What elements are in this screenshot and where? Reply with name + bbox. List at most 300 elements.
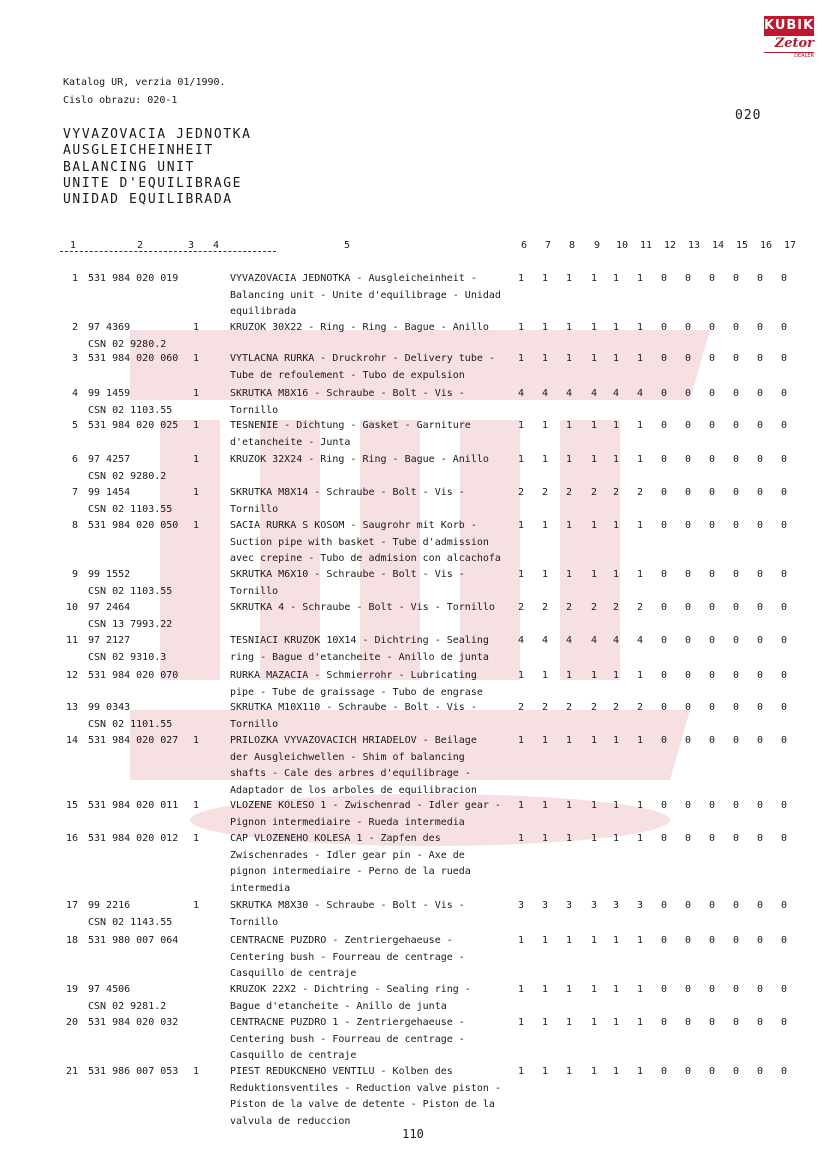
variant-qty-col-15: 0 [732,635,740,646]
variant-qty-col-14: 0 [708,520,716,531]
variant-qty-col-13: 0 [684,322,692,333]
item-number: 1 [71,273,78,284]
part-number-line: 97 4257 [88,454,131,465]
standard-number: CSN 02 9280.2 [88,338,167,350]
variant-qty-col-8: 1 [565,935,573,946]
variant-qty-col-8: 1 [565,520,573,531]
description-line: intermedia [230,882,291,894]
variant-qty-col-17: 0 [780,569,788,580]
variant-qty-col-13: 0 [684,454,692,465]
variant-qty-col-6: 1 [517,273,525,284]
description-line: SKRUTKA M10X110 - Schraube - Bolt - Vis - [230,702,477,713]
part-number [88,700,172,733]
variant-qty-col-15: 0 [732,735,740,746]
variant-qty-col-7: 4 [541,635,549,646]
part-number [88,452,166,485]
item-number: 20 [65,1017,78,1028]
variant-qty-col-9: 1 [590,735,598,746]
item-number: 16 [65,833,78,844]
variant-qty-col-15: 0 [732,900,740,911]
variant-qty-col-10: 1 [612,520,620,531]
part-description [230,898,512,931]
variant-qty-col-16: 0 [756,388,764,399]
variant-qty-col-8: 1 [565,322,573,333]
part-number [88,982,166,1015]
title-en: BALANCING UNIT [63,159,195,175]
variant-qty-col-17: 0 [780,833,788,844]
variant-qty-col-11: 1 [636,322,644,333]
variant-qty-col-13: 0 [684,353,692,364]
quantity: 1 [193,454,200,465]
item-number: 11 [65,635,78,646]
variant-qty-col-11: 1 [636,670,644,681]
variant-qty-col-12: 0 [660,735,668,746]
part-description [230,733,512,799]
variant-qty-col-14: 0 [708,454,716,465]
description-line: equilibrada [230,306,297,317]
part-number-line: 97 2127 [88,635,131,646]
part-description [230,600,512,617]
description-line: avec crepine - Tubo de admision con alcachofa [230,553,501,564]
variant-qty-col-8: 1 [565,273,573,284]
logo-sub: Zetor [774,36,814,51]
part-number-line: 531 984 020 060 [88,353,179,364]
description-line: Centering bush - Fourreau de centrage - [230,951,465,963]
part-number [88,320,166,353]
part-number-line: 531 986 007 053 [88,1066,179,1077]
title-sk: VYVAZOVACIA JEDNOTKA [63,127,252,142]
variant-qty-col-7: 1 [541,800,549,811]
part-number [88,633,166,666]
variant-qty-col-14: 0 [708,602,716,613]
part-number [88,351,178,368]
logo-tag: DEALER [764,52,814,59]
variant-qty-col-17: 0 [780,670,788,681]
variant-qty-col-6: 1 [517,322,525,333]
title-block [63,127,252,208]
variant-qty-col-15: 0 [732,420,740,431]
variant-qty-col-9: 1 [590,984,598,995]
variant-qty-col-14: 0 [708,1066,716,1077]
variant-qty-col-13: 0 [684,520,692,531]
variant-qty-col-6: 2 [517,487,525,498]
variant-qty-col-9: 1 [590,1017,598,1028]
variant-qty-col-6: 2 [517,602,525,613]
item-number: 5 [71,420,78,431]
quantity: 1 [193,520,200,531]
variant-qty-col-10: 1 [612,735,620,746]
description-line: der Ausgleichwellen - Shim of balancing [230,751,465,763]
variant-qty-col-9: 1 [590,520,598,531]
variant-qty-col-6: 4 [517,388,525,399]
variant-qty-col-10: 1 [612,935,620,946]
variant-qty-col-8: 4 [565,388,573,399]
description-line: SKRUTKA M6X10 - Schraube - Bolt - Vis - [230,569,465,580]
variant-qty-col-9: 1 [590,833,598,844]
part-number-line: 531 984 020 025 [88,420,179,431]
variant-qty-col-17: 0 [780,454,788,465]
variant-qty-col-11: 1 [636,833,644,844]
variant-qty-col-11: 1 [636,735,644,746]
variant-qty-col-11: 1 [636,569,644,580]
variant-qty-col-8: 1 [565,833,573,844]
variant-qty-col-6: 1 [517,1017,525,1028]
title-fr: UNITE D'EQUILIBRAGE [63,175,243,191]
variant-qty-col-8: 2 [565,702,573,713]
variant-qty-col-11: 2 [636,602,644,613]
variant-qty-col-7: 1 [541,670,549,681]
description-line: CENTRACNE PUZDRO 1 - Zentriergehaeuse - [230,1017,465,1028]
variant-qty-col-8: 2 [565,487,573,498]
variant-qty-col-15: 0 [732,702,740,713]
column-header-17: 17 [784,240,797,251]
variant-qty-col-17: 0 [780,1066,788,1077]
variant-qty-col-17: 0 [780,388,788,399]
part-description [230,831,512,897]
quantity: 1 [193,800,200,811]
variant-qty-col-13: 0 [684,420,692,431]
description-line: Piston de la valve de detente - Piston de la [230,1099,495,1110]
variant-qty-col-6: 1 [517,935,525,946]
description-line: SKRUTKA M8X16 - Schraube - Bolt - Vis - [230,388,465,399]
variant-qty-col-8: 1 [565,353,573,364]
variant-qty-col-14: 0 [708,322,716,333]
variant-qty-col-6: 1 [517,1066,525,1077]
variant-qty-col-8: 1 [565,735,573,746]
variant-qty-col-17: 0 [780,602,788,613]
description-line: KRUZOK 32X24 - Ring - Ring - Bague - Anillo [230,454,489,465]
description-line: KRUZOK 22X2 - Dichtring - Sealing ring - [230,984,471,995]
variant-qty-col-7: 2 [541,602,549,613]
part-number-line: 531 980 007 064 [88,935,179,946]
variant-qty-col-11: 4 [636,388,644,399]
column-header-12: 12 [664,240,677,251]
item-number: 3 [71,353,78,364]
description-line: TESNENIE - Dichtung - Gasket - Garniture [230,420,471,431]
quantity: 1 [193,388,200,399]
variant-qty-col-16: 0 [756,602,764,613]
variant-qty-col-15: 0 [732,935,740,946]
part-description [230,633,512,666]
part-description [230,1015,512,1065]
description-line: Zwischenrades - Idler gear pin - Axe de [230,849,465,861]
part-description [230,271,512,321]
variant-qty-col-16: 0 [756,487,764,498]
variant-qty-col-11: 1 [636,1066,644,1077]
variant-qty-col-7: 1 [541,833,549,844]
variant-qty-col-9: 1 [590,420,598,431]
description-line: Tornillo [230,585,279,597]
variant-qty-col-17: 0 [780,984,788,995]
variant-qty-col-7: 4 [541,388,549,399]
logo-brand: KUBIK [764,16,814,36]
variant-qty-col-9: 1 [590,800,598,811]
variant-qty-col-9: 4 [590,388,598,399]
variant-qty-col-14: 0 [708,984,716,995]
part-number-line: 531 984 020 070 [88,670,179,681]
variant-qty-col-14: 0 [708,487,716,498]
description-line: PIEST REDUKCNEHO VENTILU - Kolben des [230,1066,453,1077]
variant-qty-col-8: 1 [565,800,573,811]
part-description [230,351,512,384]
description-line: pignon intermediaire - Perno de la rueda [230,866,471,877]
description-line: Casquillo de centraje [230,968,357,979]
quantity: 1 [193,833,200,844]
variant-qty-col-10: 1 [612,569,620,580]
variant-qty-col-7: 1 [541,1066,549,1077]
standard-number: CSN 02 9280.2 [88,470,167,482]
variant-qty-col-17: 0 [780,1017,788,1028]
column-header-15: 15 [736,240,749,251]
part-number [88,668,178,685]
variant-qty-col-13: 0 [684,735,692,746]
variant-qty-col-6: 1 [517,800,525,811]
variant-qty-col-11: 2 [636,702,644,713]
column-header-10: 10 [616,240,629,251]
variant-qty-col-13: 0 [684,273,692,284]
variant-qty-col-8: 1 [565,1017,573,1028]
variant-qty-col-9: 4 [590,635,598,646]
dealer-logo [764,16,814,60]
variant-qty-col-10: 3 [612,900,620,911]
variant-qty-col-6: 2 [517,702,525,713]
variant-qty-col-9: 1 [590,670,598,681]
part-number-line: 531 984 020 032 [88,1017,179,1028]
description-line: PRILOZKA VYVAZOVACICH HRIADELOV - Beilage [230,735,477,746]
variant-qty-col-10: 1 [612,353,620,364]
part-number-line: 531 984 020 050 [88,520,179,531]
variant-qty-col-17: 0 [780,635,788,646]
variant-qty-col-8: 1 [565,569,573,580]
variant-qty-col-7: 1 [541,569,549,580]
variant-qty-col-13: 0 [684,800,692,811]
variant-qty-col-7: 1 [541,935,549,946]
variant-qty-col-14: 0 [708,1017,716,1028]
variant-qty-col-10: 4 [612,388,620,399]
variant-qty-col-10: 1 [612,833,620,844]
page-number: 110 [402,1127,424,1141]
variant-qty-col-12: 0 [660,670,668,681]
variant-qty-col-9: 2 [590,602,598,613]
variant-qty-col-12: 0 [660,635,668,646]
variant-qty-col-6: 1 [517,833,525,844]
column-header-13: 13 [688,240,701,251]
item-number: 21 [65,1066,78,1077]
variant-qty-col-12: 0 [660,487,668,498]
description-line: d'etancheite - Junta [230,436,351,448]
description-line: Tornillo [230,404,279,416]
variant-qty-col-6: 1 [517,735,525,746]
part-number [88,1064,178,1081]
description-line: ring - Bague d'etancheite - Anillo de junta [230,651,489,663]
item-number: 19 [65,984,78,995]
variant-qty-col-14: 0 [708,569,716,580]
description-line: Pignon intermediaire - Rueda intermedia [230,816,465,828]
variant-qty-col-13: 0 [684,1017,692,1028]
variant-qty-col-12: 0 [660,702,668,713]
variant-qty-col-11: 1 [636,273,644,284]
variant-qty-col-14: 0 [708,900,716,911]
variant-qty-col-13: 0 [684,984,692,995]
description-line: Bague d'etancheite - Anillo de junta [230,1000,447,1012]
variant-qty-col-11: 1 [636,800,644,811]
variant-qty-col-8: 1 [565,1066,573,1077]
column-header-7: 7 [545,240,552,251]
variant-qty-col-11: 1 [636,984,644,995]
standard-number: CSN 02 1101.55 [88,718,173,730]
variant-qty-col-12: 0 [660,833,668,844]
variant-qty-col-16: 0 [756,1017,764,1028]
variant-qty-col-16: 0 [756,273,764,284]
part-number-line: 99 1454 [88,487,131,498]
column-header-3: 3 [188,240,195,251]
variant-qty-col-7: 3 [541,900,549,911]
part-description [230,518,512,568]
column-header-8: 8 [569,240,576,251]
variant-qty-col-6: 1 [517,520,525,531]
variant-qty-col-8: 1 [565,984,573,995]
variant-qty-col-12: 0 [660,800,668,811]
column-header-1: 1 [70,240,77,251]
variant-qty-col-16: 0 [756,935,764,946]
variant-qty-col-9: 1 [590,569,598,580]
variant-qty-col-10: 2 [612,487,620,498]
variant-qty-col-10: 1 [612,273,620,284]
item-number: 2 [71,322,78,333]
column-header-16: 16 [760,240,773,251]
variant-qty-col-17: 0 [780,735,788,746]
standard-number: CSN 02 1143.55 [88,916,173,928]
variant-qty-col-10: 1 [612,322,620,333]
variant-qty-col-7: 1 [541,322,549,333]
variant-qty-col-10: 1 [612,800,620,811]
variant-qty-col-16: 0 [756,670,764,681]
variant-qty-col-17: 0 [780,487,788,498]
standard-number: CSN 13 7993.22 [88,618,173,630]
variant-qty-col-15: 0 [732,487,740,498]
variant-qty-col-16: 0 [756,520,764,531]
variant-qty-col-10: 1 [612,420,620,431]
variant-qty-col-11: 2 [636,487,644,498]
variant-qty-col-11: 1 [636,520,644,531]
item-number: 10 [65,602,78,613]
variant-qty-col-8: 4 [565,635,573,646]
column-header-14: 14 [712,240,725,251]
part-number-line: 531 984 020 012 [88,833,179,844]
column-header-9: 9 [594,240,601,251]
description-line: Balancing unit - Unite d'equilibrage - Unidad [230,289,501,301]
variant-qty-col-12: 0 [660,322,668,333]
description-line: SKRUTKA M8X30 - Schraube - Bolt - Vis - [230,900,465,911]
variant-qty-col-17: 0 [780,353,788,364]
variant-qty-col-7: 1 [541,420,549,431]
variant-qty-col-14: 0 [708,273,716,284]
variant-qty-col-12: 0 [660,273,668,284]
variant-qty-col-9: 1 [590,273,598,284]
title-es: UNIDAD EQUILIBRADA [63,192,233,208]
variant-qty-col-16: 0 [756,569,764,580]
variant-qty-col-14: 0 [708,353,716,364]
variant-qty-col-16: 0 [756,900,764,911]
variant-qty-col-12: 0 [660,388,668,399]
variant-qty-col-7: 2 [541,702,549,713]
part-number-line: 531 984 020 019 [88,273,179,284]
variant-qty-col-13: 0 [684,602,692,613]
part-number-line: 97 2464 [88,602,131,613]
description-line: SKRUTKA 4 - Schraube - Bolt - Vis - Tornillo [230,602,495,613]
variant-qty-col-16: 0 [756,735,764,746]
part-number-line: 97 4506 [88,984,131,995]
variant-qty-col-16: 0 [756,420,764,431]
standard-number: CSN 02 1103.55 [88,503,173,515]
variant-qty-col-14: 0 [708,388,716,399]
description-line: Casquillo de centraje [230,1050,357,1061]
part-number-line: 531 984 020 027 [88,735,179,746]
variant-qty-col-8: 1 [565,454,573,465]
description-line: VYTLACNA RURKA - Druckrohr - Delivery tube - [230,353,495,364]
part-number [88,933,178,950]
part-number-line: 99 1552 [88,569,131,580]
variant-qty-col-13: 0 [684,702,692,713]
variant-qty-col-15: 0 [732,273,740,284]
variant-qty-col-9: 1 [590,454,598,465]
part-number [88,418,178,435]
figure-number: Cislo obrazu: 020-1 [63,95,178,106]
page-code: 020 [735,108,762,123]
part-number [88,831,178,848]
part-number-line: 99 1459 [88,388,131,399]
variant-qty-col-6: 1 [517,420,525,431]
item-number: 4 [71,388,78,399]
variant-qty-col-15: 0 [732,353,740,364]
variant-qty-col-7: 1 [541,273,549,284]
variant-qty-col-14: 0 [708,420,716,431]
quantity: 1 [193,353,200,364]
variant-qty-col-9: 1 [590,935,598,946]
variant-qty-col-7: 1 [541,1017,549,1028]
variant-qty-col-17: 0 [780,800,788,811]
part-number [88,386,172,419]
variant-qty-col-13: 0 [684,388,692,399]
variant-qty-col-16: 0 [756,984,764,995]
description-line: Suction pipe with basket - Tube d'admission [230,536,489,548]
part-number-line: 99 0343 [88,702,131,713]
variant-qty-col-7: 1 [541,520,549,531]
variant-qty-col-9: 2 [590,487,598,498]
item-number: 7 [71,487,78,498]
variant-qty-col-11: 1 [636,935,644,946]
variant-qty-col-15: 0 [732,984,740,995]
variant-qty-col-17: 0 [780,935,788,946]
item-number: 13 [65,702,78,713]
variant-qty-col-16: 0 [756,833,764,844]
variant-qty-col-16: 0 [756,353,764,364]
description-line: Tube de refoulement - Tubo de expulsion [230,369,465,381]
part-number [88,485,172,518]
variant-qty-col-17: 0 [780,520,788,531]
item-number: 9 [71,569,78,580]
variant-qty-col-12: 0 [660,602,668,613]
variant-qty-col-11: 1 [636,454,644,465]
column-header-6: 6 [521,240,528,251]
variant-qty-col-16: 0 [756,702,764,713]
description-line: CAP VLOZENEHO KOLESA 1 - Zapfen des [230,833,441,844]
variant-qty-col-16: 0 [756,635,764,646]
variant-qty-col-14: 0 [708,833,716,844]
quantity: 1 [193,322,200,333]
variant-qty-col-13: 0 [684,487,692,498]
part-number [88,898,172,931]
